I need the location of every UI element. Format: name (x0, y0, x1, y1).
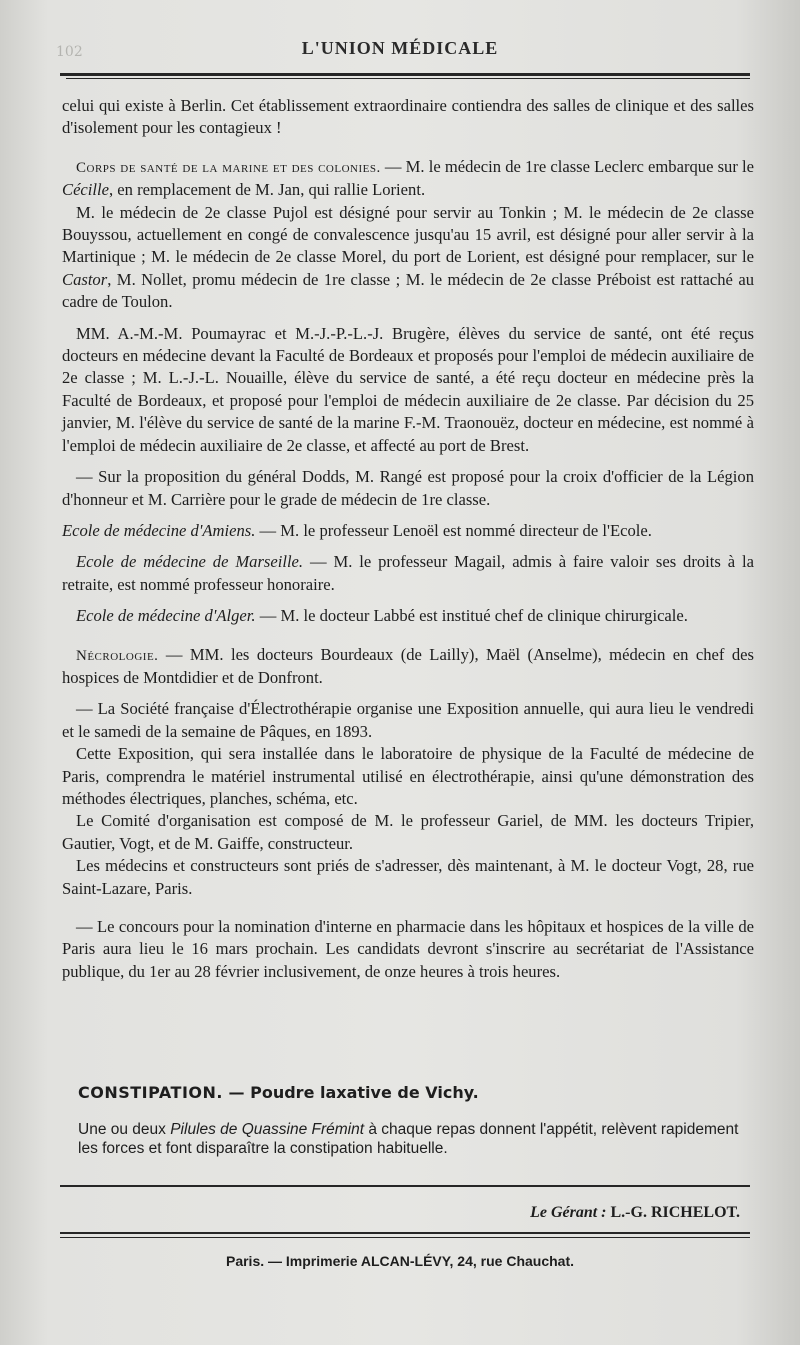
gerant-name: L.-G. RICHELOT. (606, 1204, 740, 1221)
header-rule (60, 73, 750, 76)
paragraph-amiens (62, 520, 754, 542)
section-heading-alger: Ecole de médecine d'Alger. (76, 606, 256, 626)
section-heading-corps-sante: Corps de santé de la marine et des colonies. (76, 159, 381, 176)
paragraph-necrologie (62, 644, 754, 690)
running-head: L'UNION MÉDICALE (301, 38, 499, 58)
footer-rule-thin (60, 1237, 750, 1238)
paragraph-alger-text: — M. le docteur Labbé est institué chef de clinique chirurgicale. (255, 606, 688, 626)
paragraph-alger (62, 605, 754, 627)
paragraph-berlin: celui qui existe à Berlin. Cet établissement extraordinaire contiendra des salles de clinique et des salles d'isolement pour les contagieux ! (62, 96, 754, 138)
paragraph-corps-sante (62, 156, 754, 202)
paragraph-exposition: Cette Exposition, qui sera installée dans le laboratoire de physique de la Faculté de médecine de Paris, comprendra le matériel instrumental utilisé en électrothérapie, ainsi qu'une démonstration des méthodes électriques, planches, schéma, etc. (62, 744, 754, 808)
section-heading-necrologie: Nécrologie. (76, 647, 159, 664)
footer-rule (60, 1232, 750, 1234)
paragraph-assignments (62, 202, 754, 314)
advert-title (78, 1083, 750, 1102)
section-heading-marseille: Ecole de médecine de Marseille. (76, 552, 304, 572)
paragraph-assignments-b: , M. Nollet, promu médecin de 1re classe ; M. le médecin de 2e classe Préboist est rattaché au cadre de Toulon. (62, 269, 754, 312)
paragraph-comite: Le Comité d'organisation est composé de M. le professeur Gariel, de MM. les docteurs Tripier, Gautier, Vogt, et de M. Gaiffe, constructeur. (62, 811, 754, 853)
paragraph-electrotherapie: — La Société française d'Électrothérapie organise une Exposition annuelle, qui aura lieu le vendredi et le samedi de la semaine de Pâques, en 1893. (62, 699, 754, 741)
advert-title-strong: CONSTIPATION. (78, 1083, 223, 1102)
article-body (62, 95, 754, 983)
section-heading-amiens: Ecole de médecine d'Amiens. (62, 520, 256, 540)
advert-text (78, 1120, 750, 1158)
paragraph-assignments-a: M. le médecin de 2e classe Pujol est désigné pour servir au Tonkin ; M. le médecin de 2e classe Bouyssou, actuellement en congé de convalescence jusqu'au 15 avril, est désigné pour aller servir à la Martinique ; M. le médecin de 2e classe Morel, du port de Lorient, est désigné pour remplacer, sur le (62, 202, 754, 267)
paragraph-marseille-text: — M. le professeur Magail, admis à faire valoir ses droits à la retraite, est nommé professeur honoraire. (62, 552, 754, 594)
paragraph-corps-sante-end: , en remplacement de M. Jan, qui rallie Lorient. (109, 180, 426, 200)
ship-name-castor: Castor (62, 269, 108, 289)
footer-rule-top (60, 1185, 750, 1187)
gerant-label: Le Gérant : (530, 1204, 607, 1221)
paragraph-contact: Les médecins et constructeurs sont priés de s'adresser, dès maintenant, à M. le docteur Vogt, 28, rue Saint-Lazare, Paris. (62, 856, 754, 898)
paragraph-docteurs-bordeaux: MM. A.-M.-M. Poumayrac et M.-J.-P.-L.-J. Brugère, élèves du service de santé, ont été reçus docteurs en médecine devant la Faculté de Bordeaux et proposés pour l'emploi de médecin auxiliaire de 2e classe ; M. L.-J.-L. Nouaille, élève du service de santé, a été reçu docteur en médecine près la Faculté de Bordeaux, et proposé pour l'emploi de médecin auxiliaire de 2e classe. Par décision du 25 janvier, M. l'élève du service de santé de la marine F.-M. Traonouëz, docteur en médecine, est nommé à l'emploi de médecin auxiliaire de 2e classe, et affecté au port de Brest. (62, 323, 754, 455)
page-number: 102 (56, 44, 83, 60)
advert-title-rest: — Poudre laxative de Vichy. (222, 1083, 479, 1102)
paragraph-concours-pharmacie: — Le concours pour la nomination d'interne en pharmacie dans les hôpitaux et hospices de la ville de Paris aura lieu le 16 mars prochain. Les candidats devront s'inscrire au secrétariat de l'Assistance publique, du 1er au 28 février inclusivement, de onze heures à trois heures. (62, 917, 754, 981)
paragraph-marseille (62, 551, 754, 596)
advert-text-a: Une ou deux (78, 1121, 171, 1138)
advert-product-name: Pilules de Quassine Frémint (170, 1121, 365, 1138)
header-rule-thin (66, 78, 750, 79)
ship-name-cecille: Cécille (62, 180, 109, 200)
paragraph-legion-honneur: — Sur la proposition du général Dodds, M. Rangé est proposé pour la croix d'officier de la Légion d'honneur et M. Carrière pour le grade de médecin de 1re classe. (62, 467, 754, 509)
paragraph-corps-sante-text: — M. le médecin de 1re classe Leclerc embarque sur le (380, 156, 754, 176)
gerant-signature (530, 1204, 740, 1222)
imprint-line: Paris. — Imprimerie ALCAN-LÉVY, 24, rue Chauchat. (225, 1253, 575, 1269)
paragraph-necrologie-text: — MM. les docteurs Bourdeaux (de Lailly), Maël (Anselme), médecin en chef des hospices de Montdidier et de Donfront. (62, 644, 754, 687)
advert-text-b: à chaque repas donnent l'appétit, relèvent rapidement les forces et font disparaître la constipation habituelle. (78, 1121, 739, 1157)
paragraph-amiens-text: — M. le professeur Lenoël est nommé directeur de l'Ecole. (255, 520, 652, 540)
